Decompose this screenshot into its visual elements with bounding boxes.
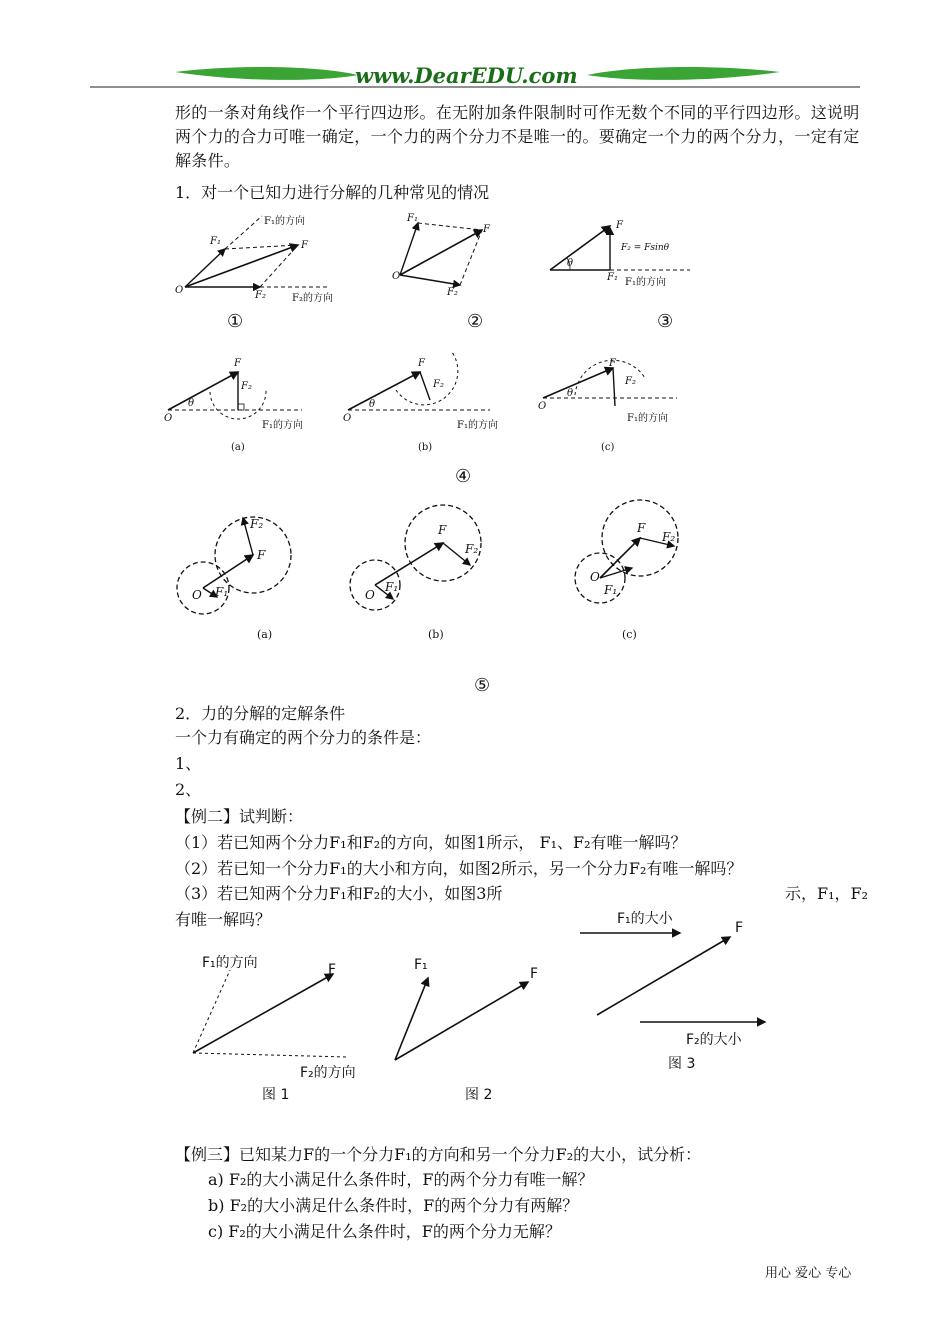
fig-number-2: ② [467, 311, 484, 332]
fig4c-caption: (c) [601, 442, 615, 453]
fig-number-1: ① [227, 311, 244, 332]
fig4b-theta-label: θ [369, 399, 376, 410]
example-figure-2 [390, 965, 540, 1065]
fig1-f2-label: F₂ [255, 290, 266, 301]
fig2-o-label: O [392, 271, 401, 282]
fig3-f1-dir-label: F₁的方向 [625, 277, 666, 288]
fig4b-caption: (b) [418, 442, 433, 453]
fig4a-theta-label: θ [188, 398, 195, 409]
fig4a-o-label: O [164, 413, 173, 424]
fig4c-f2-label: F₂ [625, 376, 636, 387]
fig-number-3: ③ [657, 311, 674, 332]
fig-number-4: ④ [455, 466, 472, 487]
fig4b-f-label: F [418, 358, 425, 369]
fig5b-f-label: F [438, 523, 447, 537]
fig2-caption: 图 2 [465, 1087, 493, 1103]
fig3-f2-size: F₂的大小 [686, 1032, 742, 1048]
fig1-f1-direction: F₁的方向 [202, 955, 258, 971]
fig-number-5: ⑤ [474, 675, 491, 696]
fig5a-f2-label: F₂ [250, 517, 264, 531]
fig5c-caption: (c) [622, 628, 637, 641]
fig3-f-label: F [616, 220, 623, 231]
fig5c-o-label: O [590, 570, 600, 584]
fig4a-f2-label: F₂ [241, 381, 252, 392]
fig4c-dir-label: F₁的方向 [627, 413, 668, 424]
header-site-name: www.DearEDU.com [355, 63, 578, 88]
figure-case-5b [345, 505, 490, 620]
example2-q1: （1）若已知两个分力F₁和F₂的方向，如图1所示， F₁、F₂有唯一解吗？ [175, 833, 687, 852]
condition-intro: 一个力有确定的两个分力的条件是： [175, 728, 432, 747]
fig3-theta-label: θ [567, 258, 574, 269]
fig1-caption: 图 1 [262, 1087, 290, 1103]
figure-case-5c [570, 498, 690, 608]
fig1-f2-dir-label: F₂的方向 [292, 293, 333, 304]
fig4b-o-label: O [343, 413, 352, 424]
example2-q3-part1: （3）若已知两个分力F₁和F₂的大小，如图3所 [175, 884, 503, 903]
intro-paragraph: 形的一条对角线作一个平行四边形。在无附加条件限制时可作无数个不同的平行四边形。这说明两个力的合力可唯一确定，一个力的两个分力不是唯一的。要确定一个力的两个分力，一定有定解条件。 [175, 103, 860, 170]
example3-title: 【例三】已知某力F的一个分力F₁的方向和另一个分力F₂的大小，试分析： [175, 1145, 702, 1164]
fig5b-caption: (b) [428, 628, 444, 641]
section1-heading: 1．对一个已知力进行分解的几种常见的情况 [175, 183, 490, 202]
fig4a-caption: (a) [231, 442, 245, 453]
example-figure-1 [185, 965, 355, 1060]
fig5b-o-label: O [365, 588, 375, 602]
fig3-caption: 图 3 [668, 1056, 696, 1072]
example3-a: a) F₂的大小满足什么条件时，F的两个分力有唯一解？ [208, 1170, 594, 1189]
fig5c-f-label: F [637, 521, 646, 535]
fig5a-f1-label: F₁ [215, 585, 229, 599]
fig4b-dir-label: F₁的方向 [457, 420, 498, 431]
fig5b-f2-label: F₂ [465, 542, 479, 556]
fig2-f1-label: F₁ [407, 213, 418, 224]
fig5b-f1-label: F₁ [385, 580, 399, 594]
fig4a-dir-label: F₁的方向 [262, 420, 303, 431]
example2-q3-part3: 有唯一解吗？ [175, 910, 272, 929]
fig1-o-label: O [175, 285, 184, 296]
fig5c-f2-label: F₂ [662, 530, 676, 544]
fig5a-f-label: F [257, 548, 266, 562]
fig2-f1: F₁ [414, 957, 428, 973]
fig3-f: F [735, 920, 744, 936]
fig3-f1-label: F₁ [607, 272, 618, 283]
fig4b-f2-label: F₂ [433, 379, 444, 390]
example2-q3-part2: 示，F₁，F₂ [785, 884, 869, 903]
fig1-f1-label: F₁ [210, 236, 221, 247]
example2-q2: （2）若已知一个分力F₁的大小和方向，如图2所示，另一个分力F₂有唯一解吗？ [175, 859, 743, 878]
fig4c-theta-label: θ [567, 388, 574, 399]
fig4c-o-label: O [538, 401, 547, 412]
section2-heading: 2．力的分解的定解条件 [175, 704, 346, 723]
fig1-f1-dir-label: F₁的方向 [264, 216, 305, 227]
example3-c: c) F₂的大小满足什么条件时，F的两个分力无解？ [208, 1222, 561, 1241]
condition-2: 2、 [175, 780, 202, 799]
example2-title: 【例二】试判断： [175, 807, 304, 826]
fig1-f2-direction: F₂的方向 [300, 1065, 356, 1081]
fig3-f1-size: F₁的大小 [617, 911, 673, 927]
fig1-f-label: F [301, 240, 308, 251]
fig4c-f-label: F [609, 358, 616, 369]
fig5c-f1-label: F₁ [604, 583, 618, 597]
figure-case-5a [170, 510, 300, 625]
fig2-f2-label: F₂ [447, 287, 458, 298]
fig3-formula-label: F₂ = Fsinθ [621, 243, 670, 253]
fig1-f: F [328, 962, 337, 978]
footer-motto: 用心 爱心 专心 [765, 1266, 852, 1281]
fig5a-o-label: O [192, 588, 202, 602]
condition-1: 1、 [175, 754, 202, 773]
example-figure-3 [575, 925, 775, 1035]
fig4a-f-label: F [234, 358, 241, 369]
fig2-f-label: F [483, 224, 490, 235]
fig5a-caption: (a) [257, 628, 273, 641]
fig2-f: F [530, 966, 539, 982]
example3-b: b) F₂的大小满足什么条件时，F的两个分力有两解？ [208, 1196, 579, 1215]
